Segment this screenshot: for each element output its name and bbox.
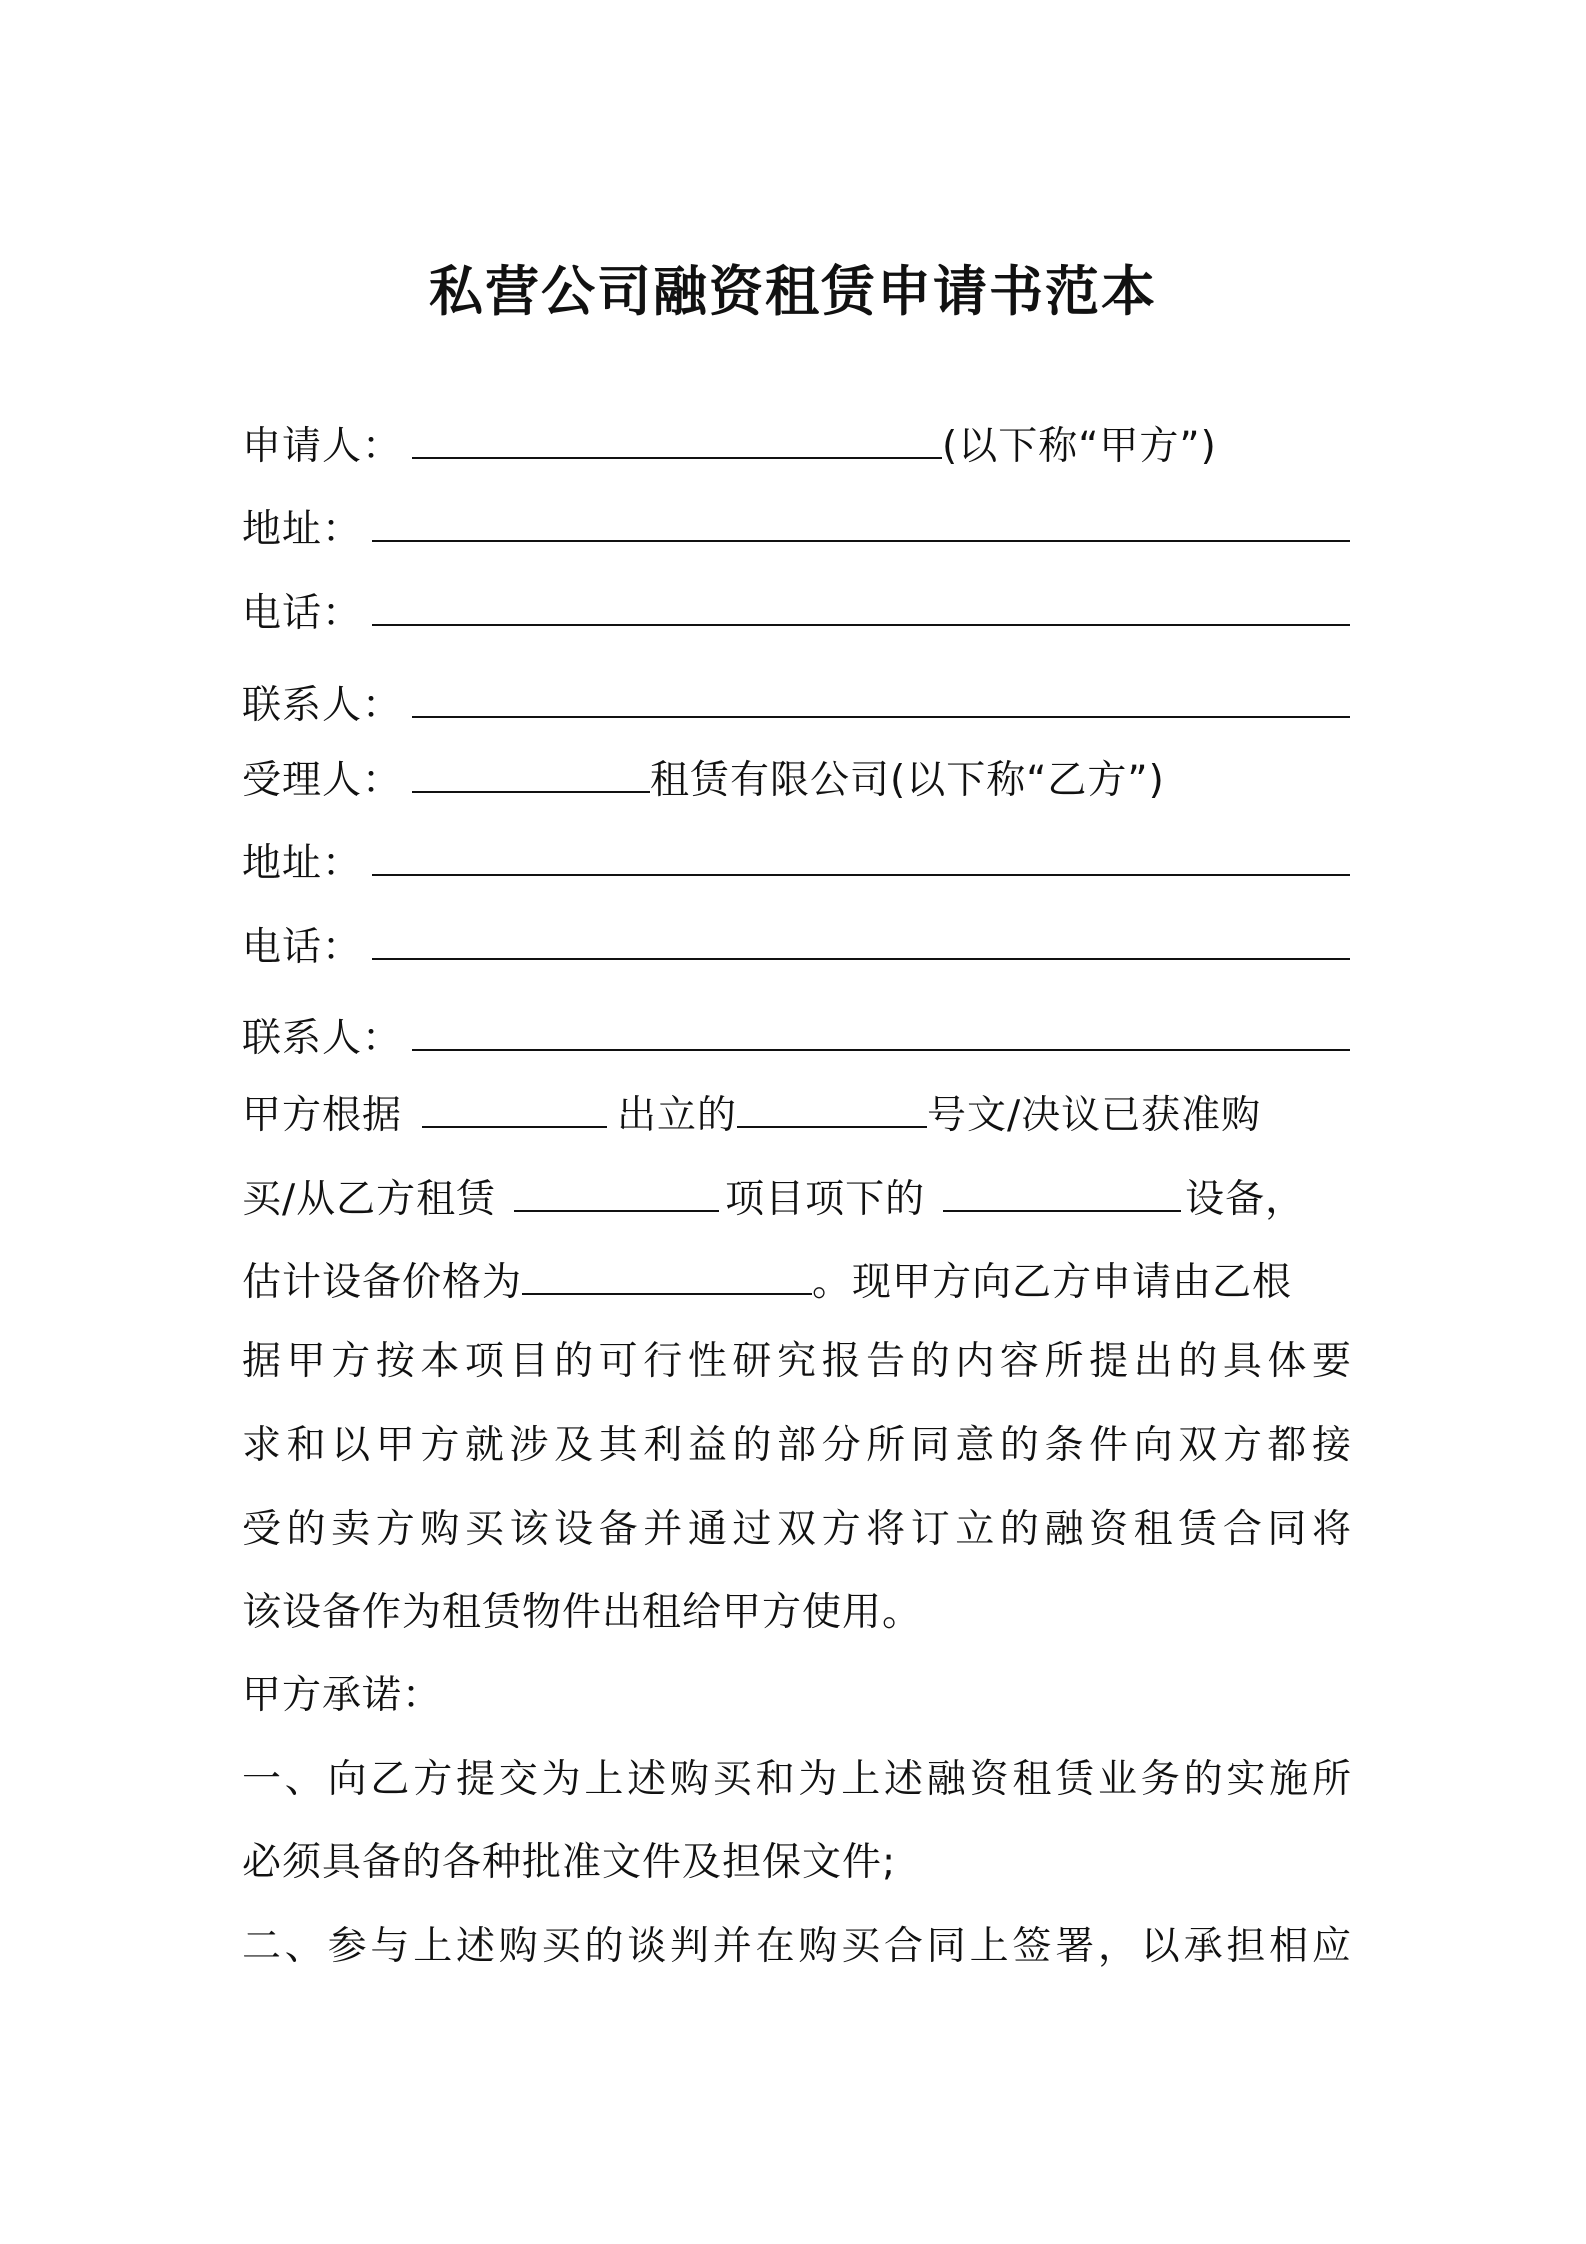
equipment-blank[interactable] (943, 1166, 1181, 1212)
body-line-7: 该设备作为租赁物件出租给甲方使用。 (242, 1590, 923, 1635)
acceptor-row (242, 747, 1352, 807)
party-a-contact-row (242, 672, 1352, 732)
applicant-row (242, 413, 1352, 473)
party-b-contact-blank[interactable] (412, 1005, 1350, 1051)
party-a-phone-row (242, 580, 1352, 640)
applicant-suffix: (以下称“甲方”) (942, 424, 1217, 469)
party-a-address-label: 地址： (242, 507, 363, 552)
party-a-address-blank[interactable] (372, 496, 1350, 542)
commitment-heading: 甲方承诺： (242, 1673, 443, 1718)
body-text: 出立的 (617, 1093, 738, 1138)
body-text: 甲方根据 (242, 1093, 403, 1138)
commitment-item-2-line-1: 二、参与上述购买的谈判并在购买合同上签署，以承担相应 (242, 1924, 1352, 1969)
commitment-item-1-line-1: 一、向乙方提交为上述购买和为上述融资租赁业务的实施所 (242, 1757, 1352, 1802)
body-line-5: 求和以甲方就涉及其利益的部分所同意的条件向双方都接 (242, 1423, 1352, 1468)
body-line-4: 据甲方按本项目的可行性研究报告的内容所提出的具体要 (242, 1339, 1352, 1384)
acceptor-label: 受理人： (242, 758, 403, 803)
body-text: 买/从乙方租赁 (242, 1177, 497, 1222)
project-blank[interactable] (514, 1166, 719, 1212)
party-a-address-row (242, 496, 1352, 556)
body-text: 。现甲方向乙方申请由乙根 (812, 1260, 1293, 1305)
body-line-2 (242, 1166, 1352, 1226)
document-title: 私营公司融资租赁申请书范本 (429, 260, 1157, 323)
price-blank[interactable] (522, 1249, 812, 1295)
party-b-phone-blank[interactable] (372, 914, 1350, 960)
body-line-6: 受的卖方购买该设备并通过双方将订立的融资租赁合同将 (242, 1507, 1352, 1552)
party-b-contact-label: 联系人： (242, 1016, 403, 1061)
party-b-contact-row (242, 1005, 1352, 1065)
document-number-blank[interactable] (737, 1082, 927, 1128)
body-text: 项目项下的 (725, 1177, 926, 1222)
body-line-1 (242, 1082, 1352, 1142)
acceptor-blank[interactable] (412, 747, 650, 793)
party-b-phone-row (242, 914, 1352, 974)
applicant-blank[interactable] (412, 413, 942, 459)
body-text: 估计设备价格为 (242, 1260, 523, 1305)
party-b-phone-label: 电话： (242, 925, 363, 970)
party-a-phone-blank[interactable] (372, 580, 1350, 626)
body-text: 号文/决议已获准购 (927, 1093, 1262, 1138)
body-line-3 (242, 1249, 1352, 1309)
party-a-contact-blank[interactable] (412, 672, 1350, 718)
acceptor-suffix: 租赁有限公司(以下称“乙方”) (650, 758, 1165, 803)
basis-blank[interactable] (422, 1082, 607, 1128)
party-a-phone-label: 电话： (242, 591, 363, 636)
commitment-item-1-line-2: 必须具备的各种批准文件及担保文件; (242, 1840, 897, 1885)
applicant-label: 申请人： (242, 424, 403, 469)
body-text: 设备， (1185, 1177, 1306, 1222)
party-a-contact-label: 联系人： (242, 683, 403, 728)
party-b-address-label: 地址： (242, 841, 363, 886)
party-b-address-row (242, 830, 1352, 890)
party-b-address-blank[interactable] (372, 830, 1350, 876)
